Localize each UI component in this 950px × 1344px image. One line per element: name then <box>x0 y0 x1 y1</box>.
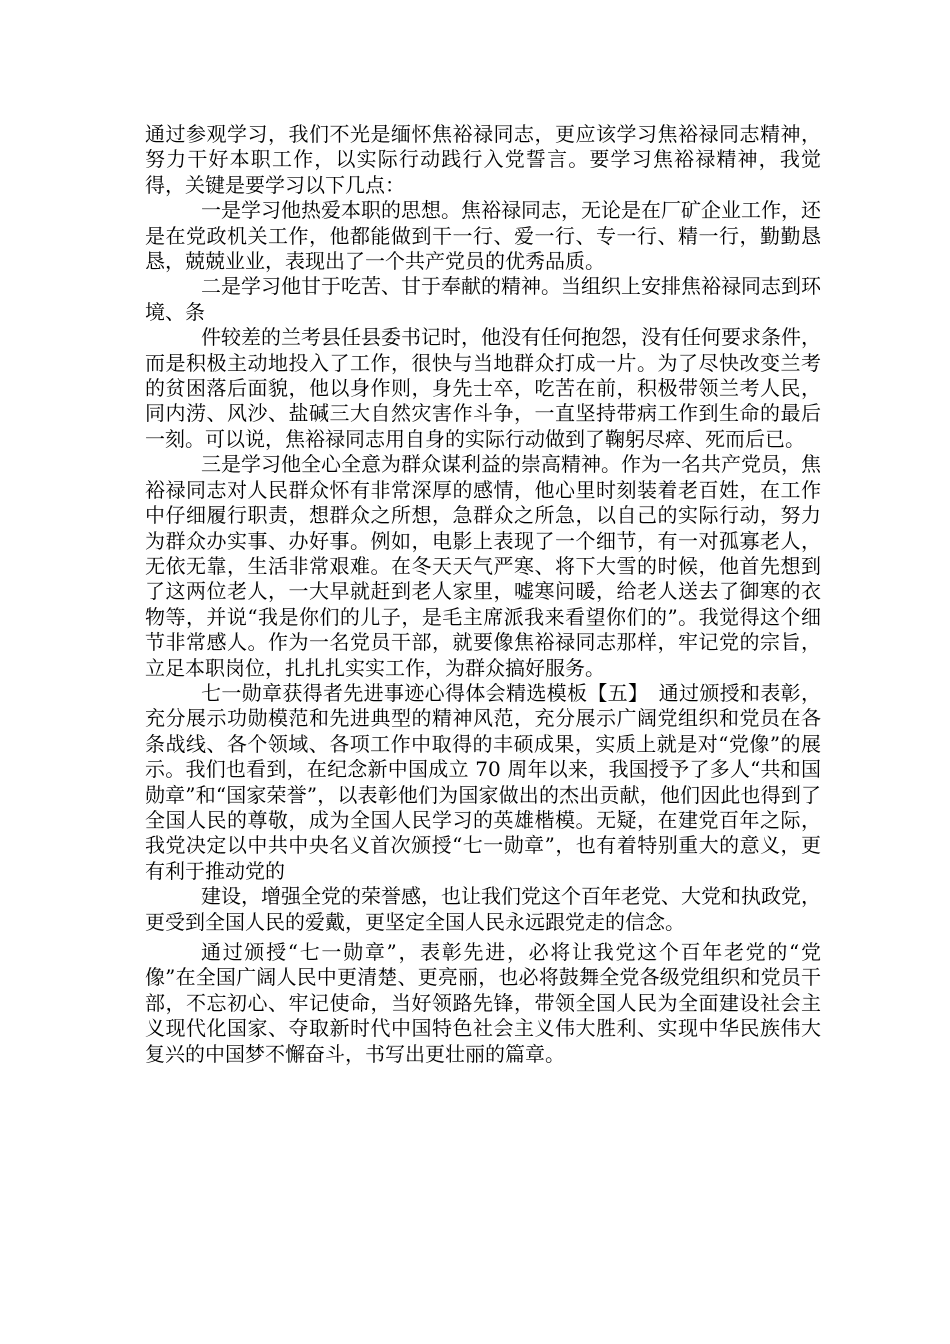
paragraph-intro: 通过参观学习，我们不光是缅怀焦裕禄同志，更应该学习焦裕禄同志精神，努力干好本职工作，以实际行动践行入党誓言。要学习焦裕禄精神，我觉得，关键是要学习以下几点： <box>145 122 821 197</box>
document-body <box>145 122 821 1067</box>
paragraph-conclusion: 通过颁授“七一勋章”，表彰先进，必将让我党这个百年老党的“党像”在全国广阔人民中更清楚、更亮丽，也必将鼓舞全党各级党组织和党员干部，不忘初心、牢记使命，当好领路先锋，带领全国人民为全面建设社会主义现代化国家、夺取新时代中国特色社会主义伟大胜利、实现中华民族伟大复兴的中国梦不懈奋斗，书写出更壮丽的篇章。 <box>145 940 821 1066</box>
paragraph-template-five: 七一勋章获得者先进事迹心得体会精选模板【五】 通过颁授和表彰，充分展示功勋模范和先进典型的精神风范，充分展示广阔党组织和党员在各条战线、各个领域、各项工作中取得的丰硕成果，实质上就是对“党像”的展示。我们也看到，在纪念新中国成立 70 周年以来，我国授予了多人“共和国勋章”和“国家荣誉”，以表彰他们为国家做出的杰出贡献，他们因此也得到了全国人民的尊敬，成为全国人民学习的英雄楷模。无疑，在建党百年之际，我党决定以中共中央名义首次颁授“七一勋章”，也有着特别重大的意义，更有利于推动党的 <box>145 680 821 883</box>
paragraph-point-three: 三是学习他全心全意为群众谋利益的崇高精神。作为一名共产党员，焦裕禄同志对人民群众怀有非常深厚的感情，他心里时刻装着老百姓，在工作中仔细履行职责，想群众之所想，急群众之所急，以自己的实际行动，努力为群众办实事、办好事。例如，电影上表现了一个细节，有一对孤寡老人，无依无靠，生活非常艰难。在冬天天气严寒、将下大雪的时候，他首先想到了这两位老人，一大早就赶到老人家里，嘘寒问暖，给老人送去了御寒的衣物等，并说“我是你们的儿子，是毛主席派我来看望你们的”。我觉得这个细节非常感人。作为一名党员干部，就要像焦裕禄同志那样，牢记党的宗旨，立足本职岗位，扎扎扎实实工作，为群众搞好服务。 <box>145 452 821 680</box>
paragraph-point-one: 一是学习他热爱本职的思想。焦裕禄同志，无论是在厂矿企业工作，还是在党政机关工作，他都能做到干一行、爱一行、专一行、精一行，勤勤恳恳，兢兢业业，表现出了一个共产党员的优秀品质。 <box>145 198 821 274</box>
paragraph-point-two-continued: 件较差的兰考县任县委书记时，他没有任何抱怨，没有任何要求条件，而是积极主动地投入了工作，很快与当地群众打成一片。为了尽快改变兰考的贫困落后面貌，他以身作则，身先士卒，吃苦在前，积极带领兰考人民，同内涝、风沙、盐碱三大自然灾害作斗争，一直坚持带病工作到生命的最后一刻。可以说，焦裕禄同志用自身的实际行动做到了鞠躬尽瘁、死而后已。 <box>145 325 821 451</box>
paragraph-point-two-start: 二是学习他甘于吃苦、甘于奉献的精神。当组织上安排焦裕禄同志到环境、条 <box>145 274 821 324</box>
paragraph-party-building: 建设，增强全党的荣誉感，也让我们党这个百年老党、大党和执政党，更受到全国人民的爱戴，更坚定全国人民永远跟党走的信念。 <box>145 884 821 934</box>
